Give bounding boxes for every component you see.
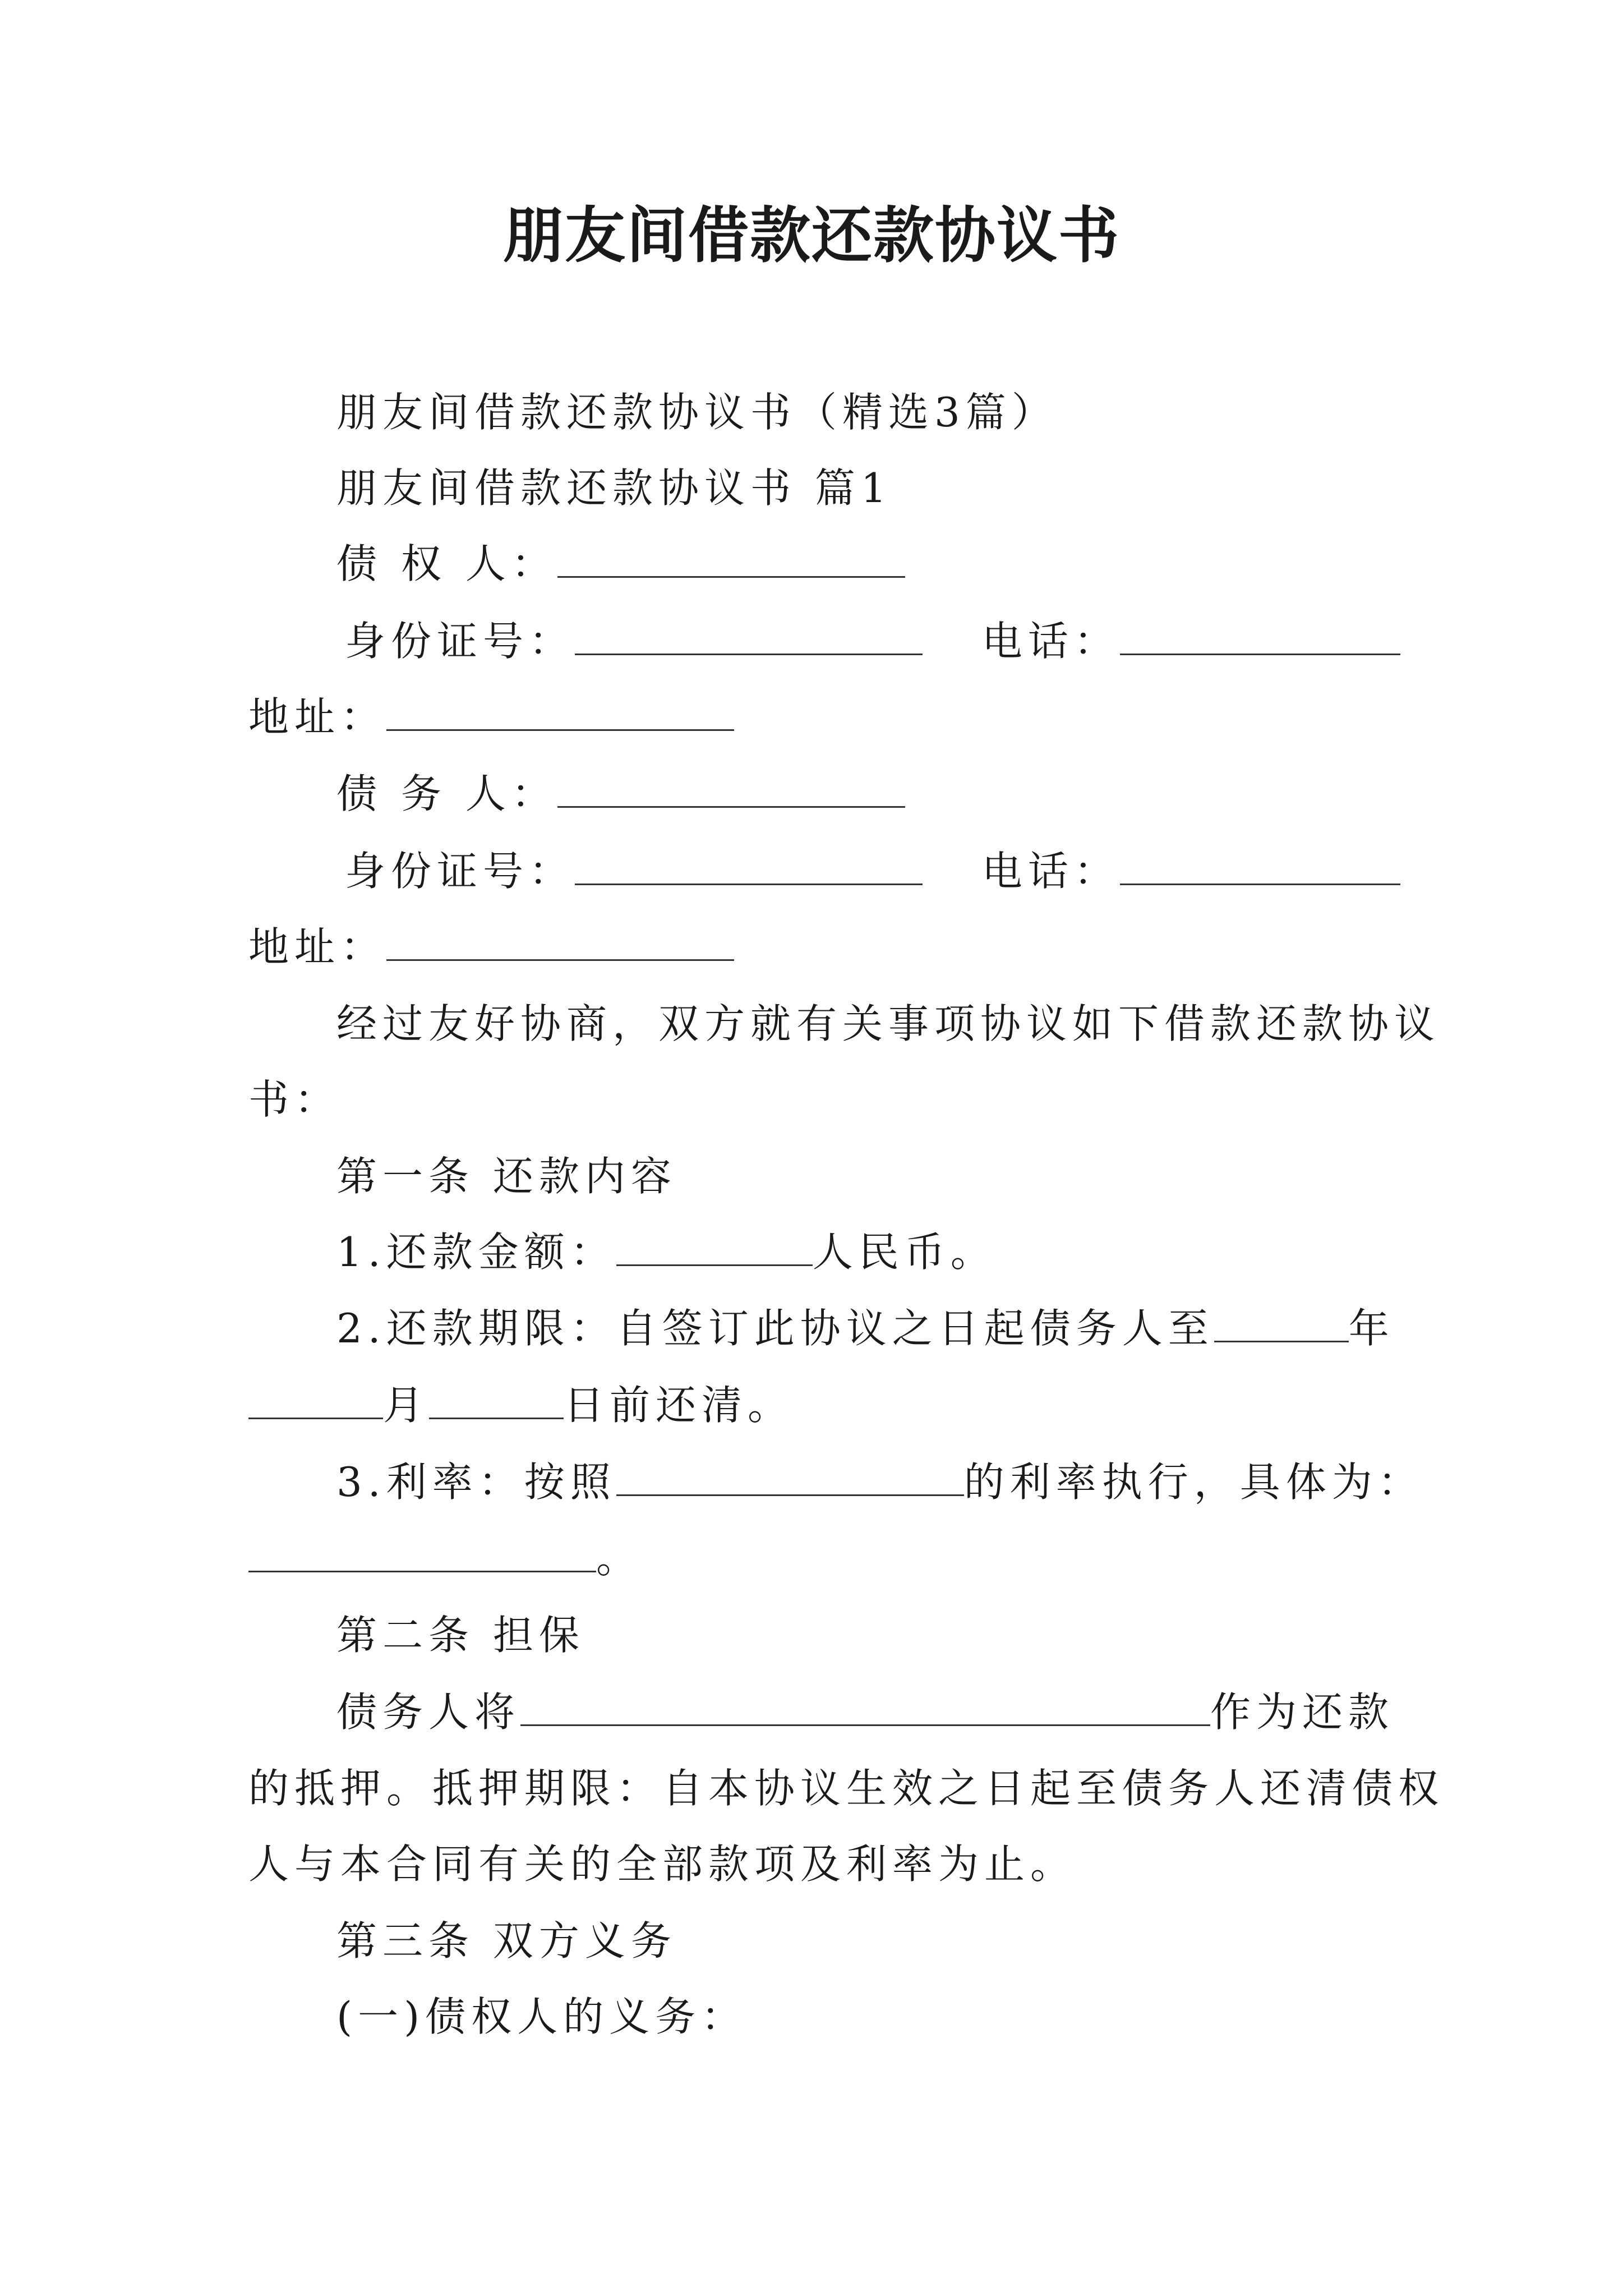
debtor-id-label: 身份证号：: [345, 848, 575, 895]
item-2-line: [336, 1300, 1395, 1356]
item-1-prefix: 1.还款金额：: [336, 1228, 616, 1276]
guarantee-line-3: 人与本合同有关的全部款项及利率为止。: [248, 1841, 1077, 1888]
item-2-year: 年: [1348, 1305, 1395, 1352]
creditor-label: 债 权 人：: [336, 540, 557, 587]
guarantee-prefix: 债务人将: [336, 1688, 521, 1736]
creditor-id-line: [345, 613, 1400, 669]
debtor-phone-blank[interactable]: [1120, 844, 1400, 885]
item-2-line-2: [248, 1377, 794, 1433]
document-title: 朋友间借款还款协议书: [502, 200, 1120, 271]
creditor-phone-blank[interactable]: [1120, 614, 1400, 655]
creditor-line: [336, 536, 905, 592]
debtor-id-line: [345, 843, 1400, 899]
creditor-address-line: [248, 689, 734, 745]
rate-blank[interactable]: [616, 1455, 964, 1496]
debtor-label: 债 务 人：: [336, 770, 557, 817]
debtor-address-line: [248, 919, 734, 975]
intro-line-2: 书：: [248, 1076, 341, 1123]
section-heading: 朋友间借款还款协议书 篇1: [336, 464, 892, 512]
debtor-id-blank[interactable]: [575, 844, 923, 885]
article-1-heading: 第一条 还款内容: [336, 1153, 677, 1200]
item-3-prefix: 3.利率：按照: [336, 1458, 616, 1506]
debtor-phone-label: 电话：: [981, 848, 1120, 895]
guarantee-line-2: 的抵押。抵押期限：自本协议生效之日起至债务人还清债权: [248, 1765, 1445, 1812]
guarantee-suffix: 作为还款: [1210, 1688, 1395, 1736]
article-2-heading: 第二条 担保: [336, 1612, 585, 1659]
year-blank[interactable]: [1214, 1301, 1349, 1342]
item-2-day: 日前还清。: [564, 1382, 794, 1429]
obligation-1: (一)债权人的义务：: [336, 1993, 748, 2040]
creditor-blank[interactable]: [557, 537, 905, 578]
amount-blank[interactable]: [616, 1225, 813, 1266]
item-2-month: 月: [383, 1382, 430, 1429]
debtor-address-blank[interactable]: [386, 920, 734, 961]
creditor-address-blank[interactable]: [386, 690, 734, 731]
creditor-id-label: 身份证号：: [345, 618, 575, 665]
guarantee-line-1: [336, 1684, 1394, 1740]
item-3-mid: 的利率执行，具体为：: [963, 1458, 1424, 1506]
debtor-line: [336, 766, 905, 822]
item-3-end: 。: [596, 1535, 643, 1582]
debtor-blank[interactable]: [557, 767, 905, 808]
item-3-line: [336, 1454, 1424, 1510]
item-3-line-2: [248, 1530, 642, 1586]
day-blank[interactable]: [429, 1378, 564, 1419]
collateral-blank[interactable]: [520, 1685, 1210, 1726]
rate-detail-blank[interactable]: [248, 1531, 596, 1572]
creditor-id-blank[interactable]: [575, 614, 923, 655]
item-2-prefix: 2.还款期限：自签订此协议之日起债务人至: [336, 1305, 1214, 1352]
debtor-address-label: 地址：: [248, 923, 387, 970]
creditor-address-label: 地址：: [248, 693, 387, 740]
creditor-phone-label: 电话：: [981, 618, 1120, 665]
subtitle: 朋友间借款还款协议书（精选3篇）: [336, 389, 1058, 436]
month-blank[interactable]: [248, 1378, 383, 1419]
item-1-line: [336, 1224, 997, 1280]
intro-line-1: 经过友好协商，双方就有关事项协议如下借款还款协议: [336, 1000, 1441, 1047]
item-1-suffix: 人民币。: [812, 1228, 997, 1276]
article-3-heading: 第三条 双方义务: [336, 1917, 677, 1964]
